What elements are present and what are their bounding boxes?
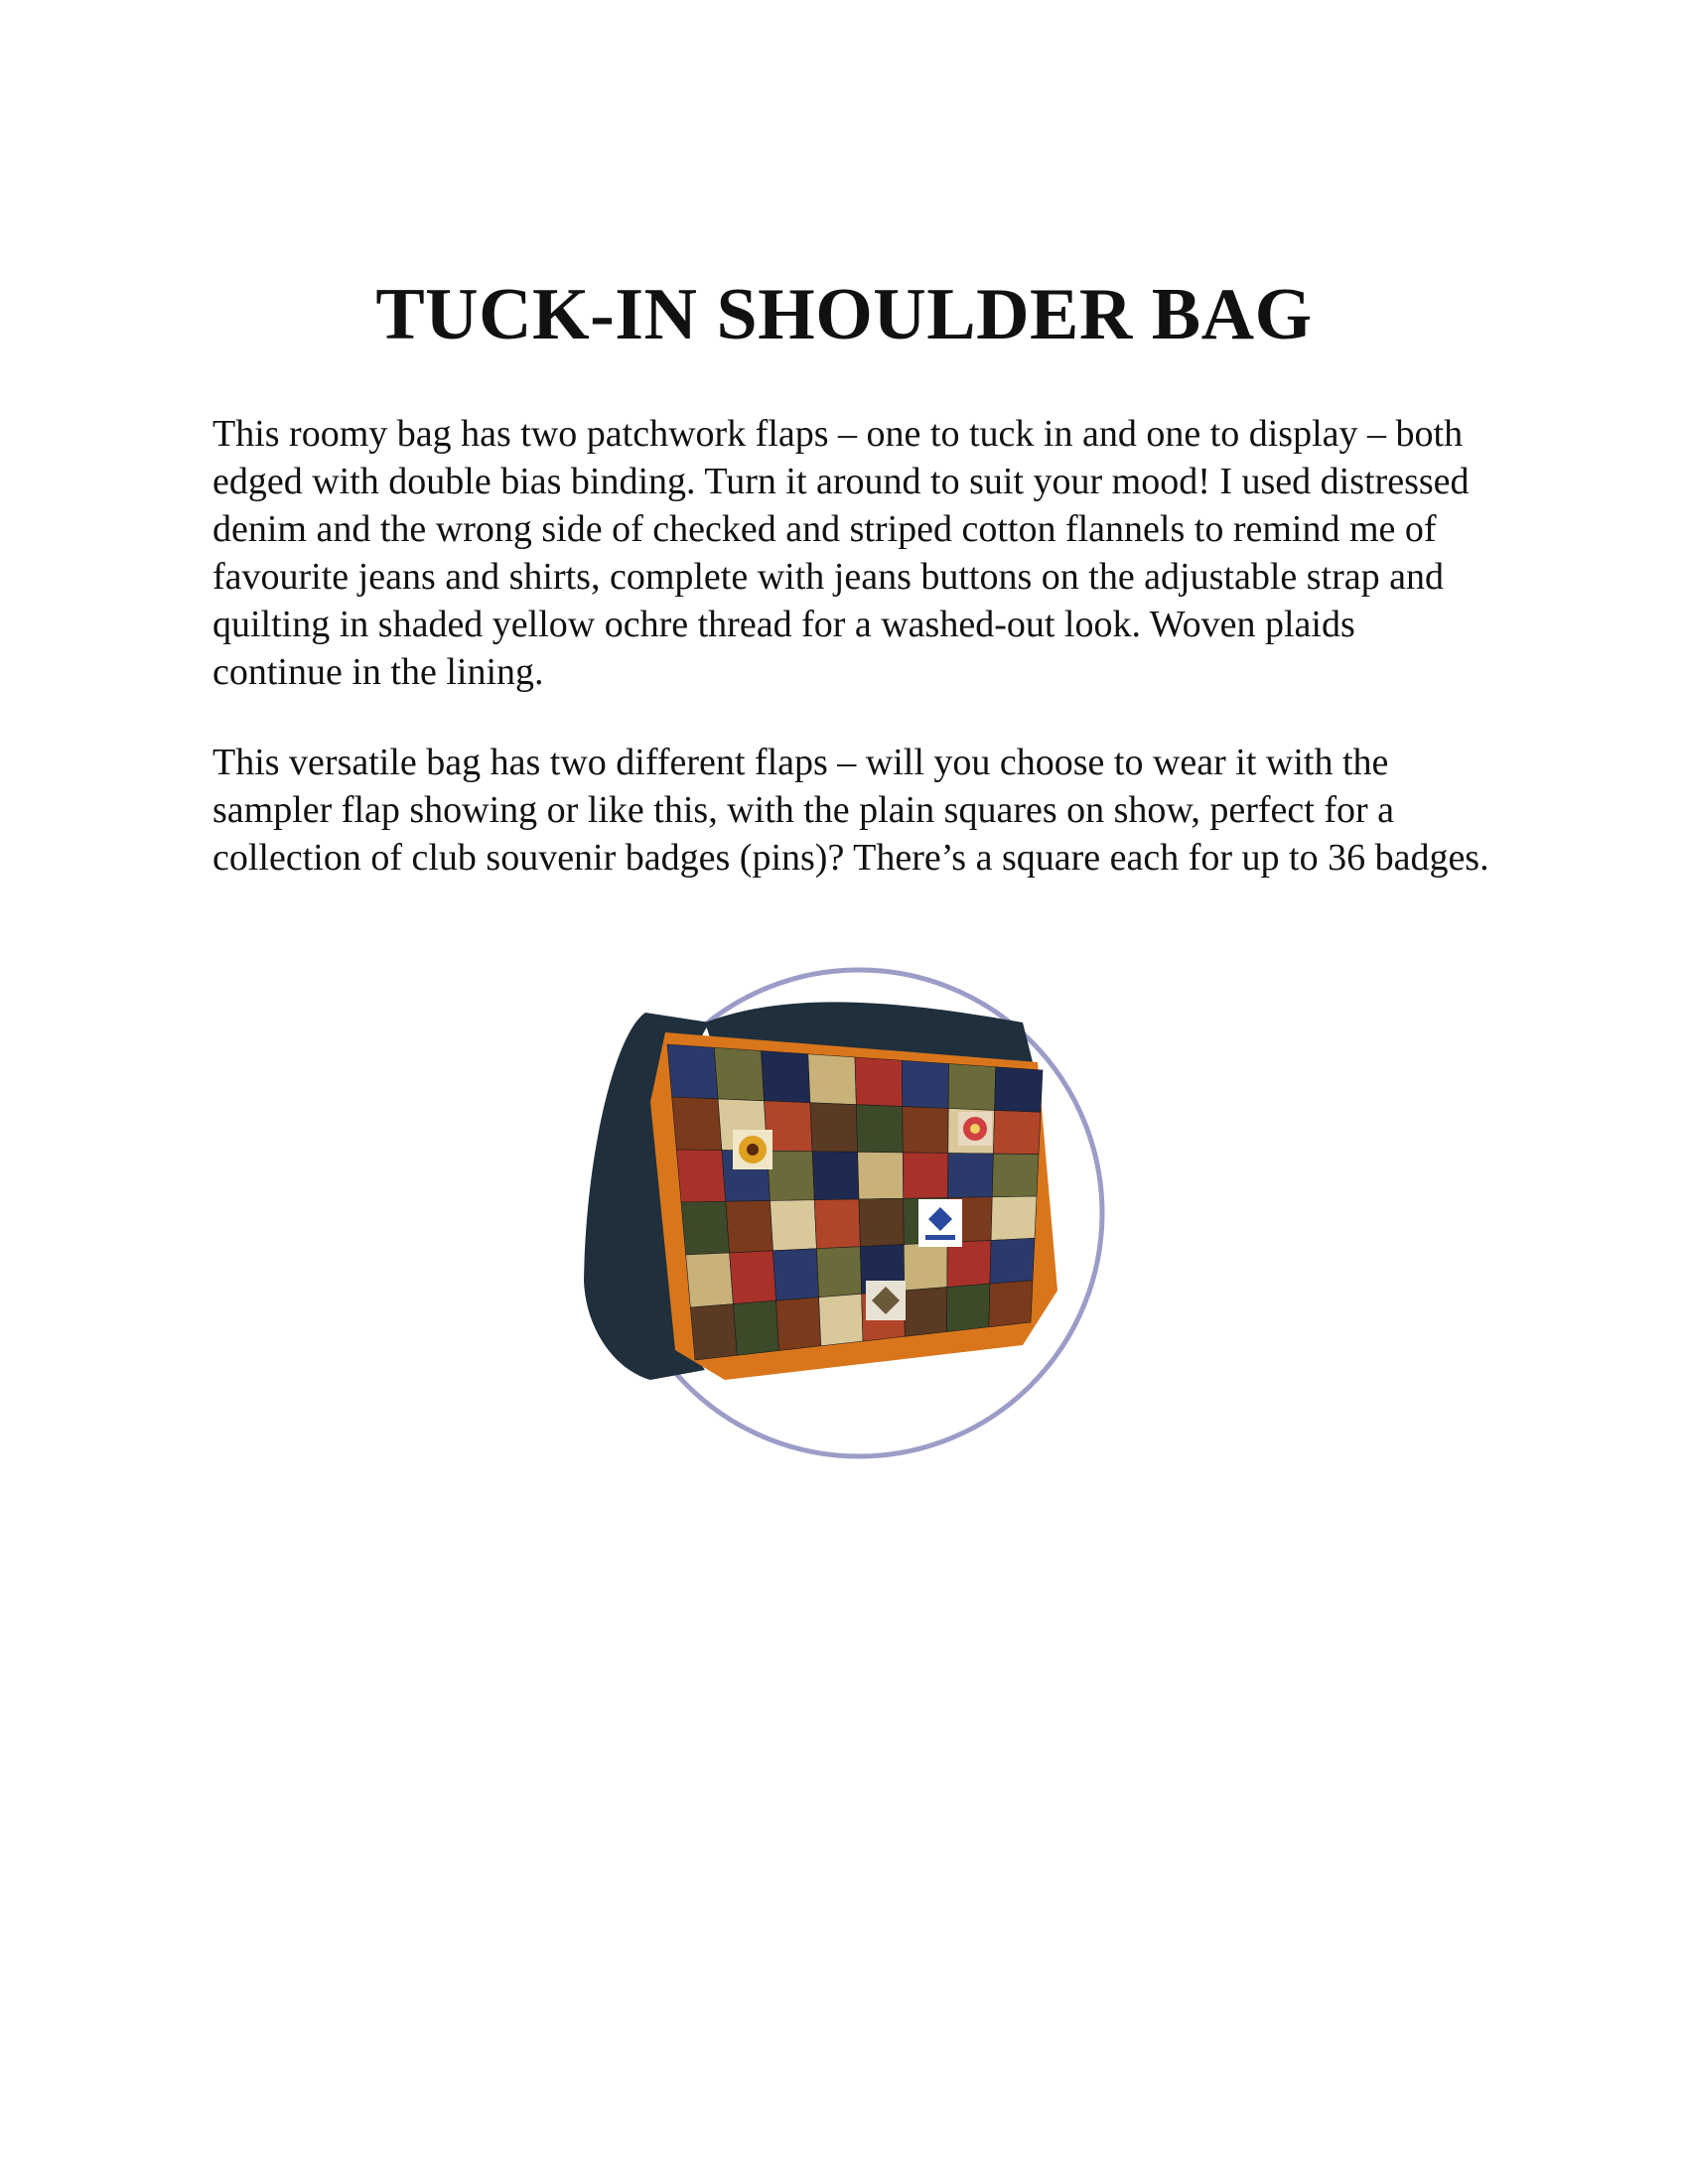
patchwork-flap (650, 1032, 1057, 1380)
patch-square (859, 1198, 904, 1246)
patch-square (762, 1051, 810, 1103)
badge-flower-1 (733, 1130, 773, 1169)
patch-square (904, 1243, 947, 1291)
patch-square (819, 1294, 863, 1345)
patch-square (905, 1288, 947, 1337)
patch-square (991, 1196, 1037, 1240)
patch-square (810, 1103, 858, 1153)
patch-square (776, 1297, 821, 1351)
patch-square (816, 1247, 861, 1297)
patch-square (726, 1201, 774, 1253)
shoulder-bag-illustration (556, 953, 1132, 1469)
patch-square (667, 1044, 718, 1099)
patch-square (903, 1107, 948, 1154)
patch-square (855, 1057, 903, 1107)
patch-square (948, 1154, 994, 1198)
patch-square (903, 1153, 948, 1198)
patch-square (902, 1060, 948, 1108)
shoulder-bag-photo (556, 953, 1132, 1469)
patch-square (771, 1200, 817, 1251)
patch-square (768, 1151, 815, 1200)
patch-square (812, 1152, 859, 1200)
patch-square (681, 1201, 730, 1255)
patch-square (992, 1154, 1039, 1197)
patch-square (814, 1199, 860, 1249)
page-title: TUCK-IN SHOULDER BAG (375, 274, 1313, 355)
intro-paragraph: This roomy bag has two patchwork flaps – one to tuck in and one to display – both edged with double bias binding. Turn it around to suit your mood! I used distressed denim and the wrong side of checked and striped cotton flannels to remind me of favourite jeans and shirts, complete with jeans buttons on the adjustable strap and quilting in shaded yellow ochre thread for a washed-out look. Woven plaids continue in the lining. (212, 413, 1470, 693)
patch-square (948, 1064, 996, 1111)
badge-diamond (866, 1281, 906, 1320)
patch-square (676, 1150, 725, 1202)
patch-square (686, 1253, 734, 1307)
patch-square (989, 1281, 1033, 1327)
patch-square (993, 1110, 1041, 1154)
badge-logo (918, 1199, 962, 1247)
badge-flower-2 (958, 1112, 992, 1146)
patch-square (714, 1047, 764, 1101)
patch-square (995, 1067, 1043, 1113)
patch-square (774, 1249, 819, 1300)
patch-square (690, 1304, 737, 1360)
patch-square (947, 1240, 991, 1287)
patch-square (733, 1300, 778, 1355)
patch-square (730, 1251, 776, 1304)
patch-square (856, 1105, 903, 1153)
patch-square (858, 1152, 904, 1199)
versatility-paragraph: This versatile bag has two different flaps – will you choose to wear it with the sampler flap showing or like this, with the plain squares on show, perfect for a collection of club souvenir badges (pins)? There’s a square each for up to 36 badges. (212, 742, 1489, 879)
patch-square (808, 1054, 857, 1105)
patch-square (947, 1284, 990, 1331)
patch-square (990, 1238, 1035, 1284)
patch-square (672, 1097, 722, 1151)
